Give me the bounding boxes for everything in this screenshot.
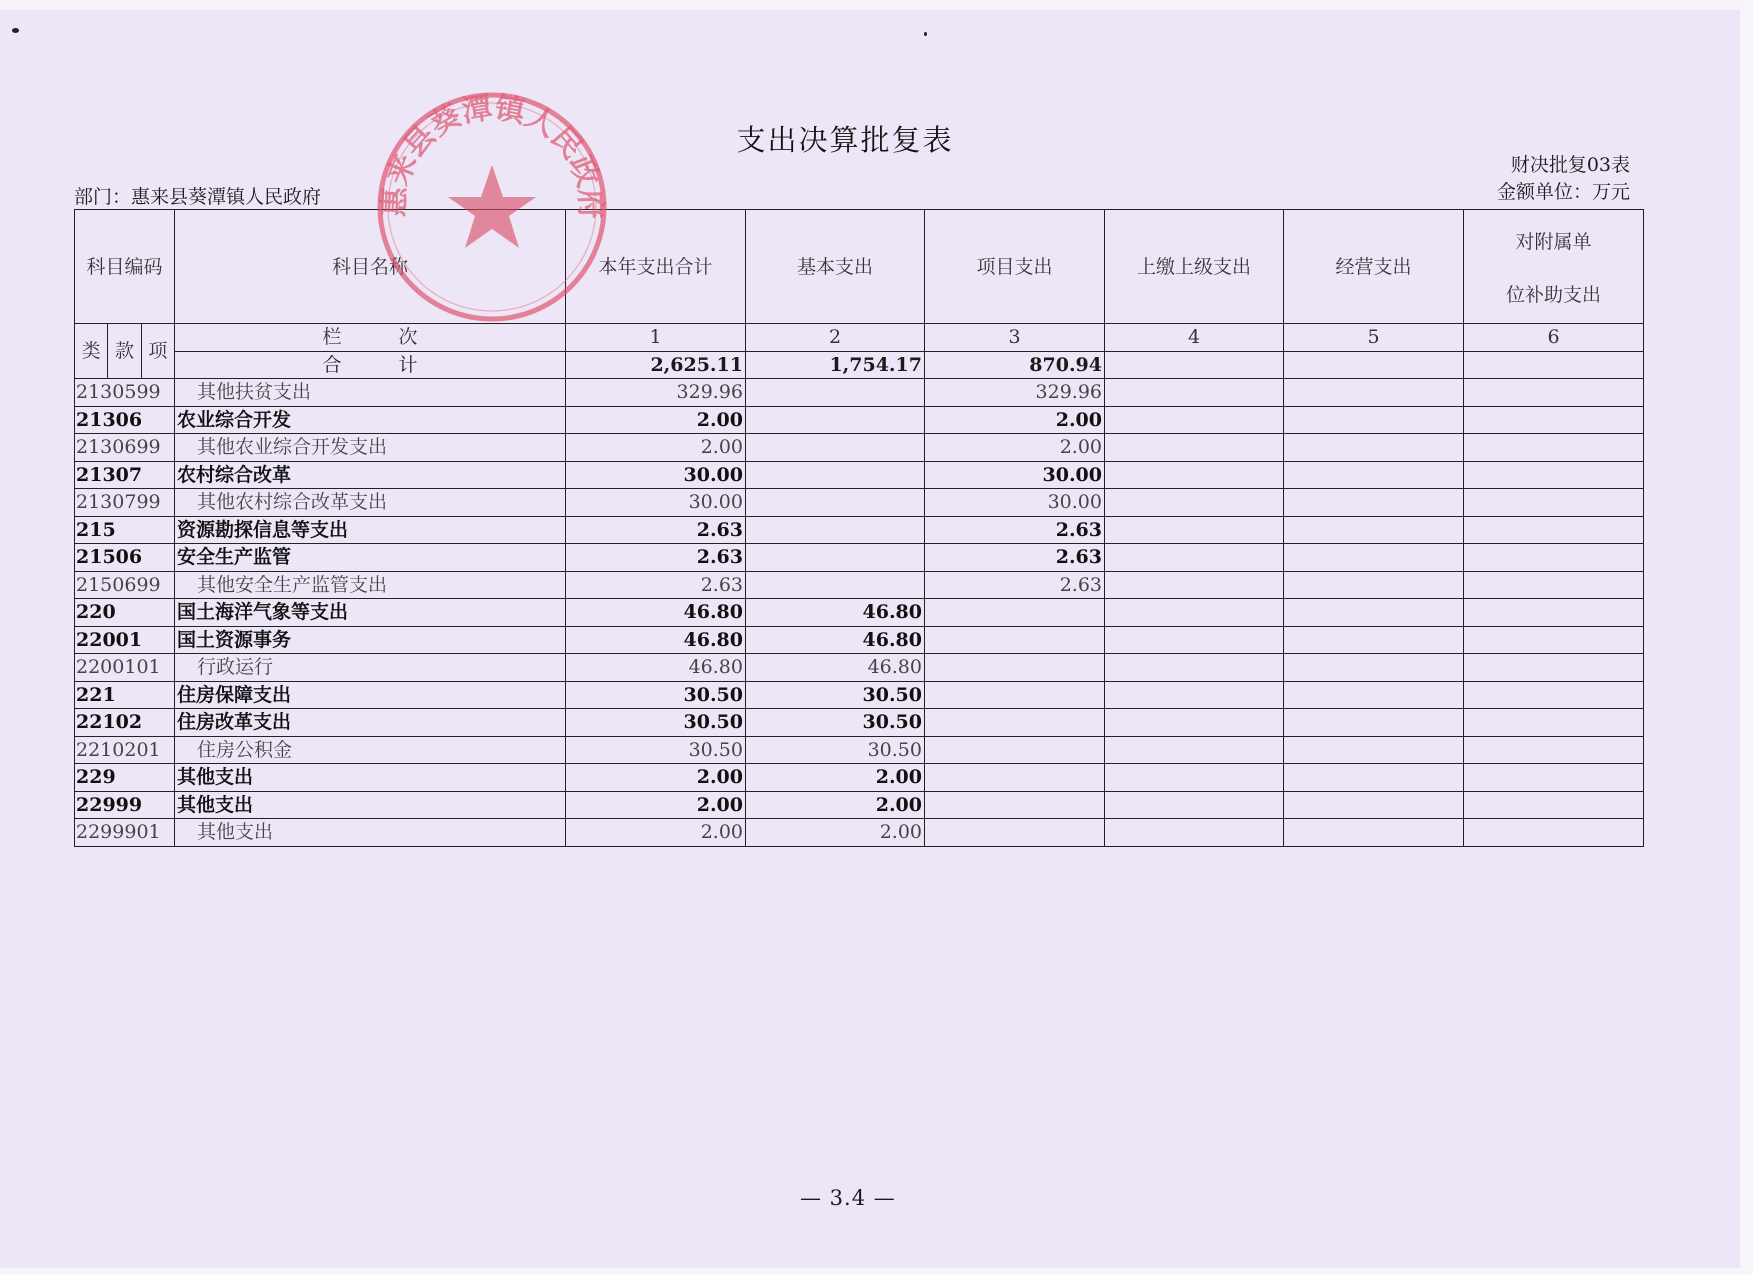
col6-cell [1464,379,1644,407]
col1-cell: 30.50 [566,709,746,737]
total-col2: 1,754.17 [746,351,925,379]
col5-cell [1284,764,1464,792]
table-row [75,516,1644,544]
header-col3: 项目支出 [925,210,1105,324]
table-row [75,626,1644,654]
col5-cell [1284,434,1464,462]
table-row [75,461,1644,489]
col6-cell [1464,461,1644,489]
col4-cell [1105,599,1284,627]
seal-text: 惠来县葵潭镇人民政府 [376,90,608,220]
col4-cell [1105,654,1284,682]
col5-cell [1284,489,1464,517]
col6-cell [1464,819,1644,847]
amount-unit: 金额单位：万元 [1496,181,1630,203]
header-col6 [1464,210,1644,324]
col4-cell [1105,434,1284,462]
col1-cell: 2.00 [566,406,746,434]
colnum-2: 2 [746,324,925,352]
col6-cell [1464,709,1644,737]
total-label: 合 计 [175,351,566,379]
col2-cell [746,461,925,489]
code-cell: 2210201 [75,736,175,764]
table-row [75,791,1644,819]
col6-cell [1464,626,1644,654]
code-cell: 2299901 [75,819,175,847]
name-cell: 其他农业综合开发支出 [175,434,566,462]
col3-cell [925,681,1105,709]
col3-cell: 30.00 [925,489,1105,517]
header-col4: 上缴上级支出 [1105,210,1284,324]
name-cell: 住房公积金 [175,736,566,764]
col2-cell: 30.50 [746,736,925,764]
table-row [75,489,1644,517]
col2-cell [746,544,925,572]
col2-cell: 46.80 [746,626,925,654]
col5-cell [1284,681,1464,709]
col1-cell: 2.63 [566,516,746,544]
level-kuan: 款 [108,324,141,378]
col1-cell: 2.00 [566,434,746,462]
col2-cell: 46.80 [746,654,925,682]
name-cell: 农村综合改革 [175,461,566,489]
col2-cell: 30.50 [746,709,925,737]
col4-cell [1105,379,1284,407]
name-cell: 其他支出 [175,764,566,792]
name-cell: 行政运行 [175,654,566,682]
form-code: 财决批复03表 [1510,154,1630,176]
col1-cell: 46.80 [566,626,746,654]
col5-cell [1284,819,1464,847]
header-row [75,210,1644,324]
col6-cell [1464,516,1644,544]
scan-bottom-margin [0,1268,1753,1275]
col3-cell: 2.63 [925,516,1105,544]
col4-cell [1105,626,1284,654]
col4-cell [1105,461,1284,489]
total-col4 [1105,351,1284,379]
col6-cell [1464,489,1644,517]
table-row [75,764,1644,792]
col4-cell [1105,736,1284,764]
col5-cell [1284,516,1464,544]
name-cell: 住房保障支出 [175,681,566,709]
header-code: 科目编码 [75,210,175,324]
col2-cell [746,406,925,434]
code-cell: 2200101 [75,654,175,682]
col1-cell: 2.00 [566,791,746,819]
header-col2: 基本支出 [746,210,925,324]
name-cell: 其他农村综合改革支出 [175,489,566,517]
name-cell: 国土资源事务 [175,626,566,654]
scan-right-margin [1740,0,1753,1275]
col6-cell [1464,681,1644,709]
col5-cell [1284,626,1464,654]
col6-cell [1464,571,1644,599]
col4-cell [1105,406,1284,434]
name-cell: 其他扶贫支出 [175,379,566,407]
col5-cell [1284,736,1464,764]
col6-cell [1464,654,1644,682]
code-cell: 21307 [75,461,175,489]
col4-cell [1105,571,1284,599]
col6-cell [1464,434,1644,462]
expenditure-table [74,209,1644,847]
col1-cell: 30.50 [566,681,746,709]
col2-cell: 2.00 [746,764,925,792]
code-cell: 2130799 [75,489,175,517]
total-col3: 870.94 [925,351,1105,379]
col5-cell [1284,709,1464,737]
level-xiang: 项 [148,340,168,362]
col3-cell: 30.00 [925,461,1105,489]
table-row [75,434,1644,462]
name-cell: 其他支出 [175,819,566,847]
table-row [75,819,1644,847]
code-cell: 21306 [75,406,175,434]
code-cell: 229 [75,764,175,792]
col4-cell [1105,681,1284,709]
col6-cell [1464,736,1644,764]
total-col1: 2,625.11 [566,351,746,379]
col1-cell: 2.00 [566,819,746,847]
header-name: 科目名称 [175,210,566,324]
col2-cell [746,434,925,462]
code-level-cell [75,324,175,379]
col4-cell [1105,764,1284,792]
table-row [75,571,1644,599]
colnum-6: 6 [1464,324,1644,352]
col2-cell [746,571,925,599]
header-col5: 经营支出 [1284,210,1464,324]
col1-cell: 30.00 [566,461,746,489]
table-row [75,544,1644,572]
col5-cell [1284,544,1464,572]
scan-speck [924,32,927,36]
col3-cell [925,654,1105,682]
col3-cell [925,819,1105,847]
col5-cell [1284,379,1464,407]
col5-cell [1284,599,1464,627]
col6-cell [1464,599,1644,627]
col3-cell: 2.00 [925,406,1105,434]
col6-cell [1464,406,1644,434]
code-cell: 221 [75,681,175,709]
col3-cell: 2.63 [925,571,1105,599]
page-number: — 3.4 — [800,1186,896,1210]
table-row [75,709,1644,737]
col5-cell [1284,571,1464,599]
level-lei: 类 [75,324,108,378]
total-col6 [1464,351,1644,379]
code-cell: 22999 [75,791,175,819]
col3-cell: 2.00 [925,434,1105,462]
col4-cell [1105,544,1284,572]
name-cell: 国土海洋气象等支出 [175,599,566,627]
col5-cell [1284,461,1464,489]
col1-cell: 2.63 [566,544,746,572]
col3-cell [925,709,1105,737]
code-cell: 22102 [75,709,175,737]
code-cell: 22001 [75,626,175,654]
col2-cell: 30.50 [746,681,925,709]
header-col1: 本年支出合计 [566,210,746,324]
scan-top-margin [0,0,1753,10]
code-cell: 21506 [75,544,175,572]
col1-cell: 2.00 [566,764,746,792]
code-level-split [75,324,174,378]
col2-cell [746,516,925,544]
col6-cell [1464,764,1644,792]
col2-cell: 2.00 [746,791,925,819]
code-cell: 2150699 [75,571,175,599]
code-cell: 2130699 [75,434,175,462]
col6-cell [1464,791,1644,819]
col3-cell [925,791,1105,819]
col3-cell [925,626,1105,654]
name-cell: 农业综合开发 [175,406,566,434]
name-cell: 其他支出 [175,791,566,819]
table-row [75,681,1644,709]
col5-cell [1284,406,1464,434]
col4-cell [1105,489,1284,517]
column-number-row [75,324,1644,352]
col2-cell: 2.00 [746,819,925,847]
code-cell: 2130599 [75,379,175,407]
colnum-5: 5 [1284,324,1464,352]
expenditure-table-wrapper [74,209,1644,847]
col4-cell [1105,709,1284,737]
col1-cell: 329.96 [566,379,746,407]
col5-cell [1284,791,1464,819]
col3-cell: 329.96 [925,379,1105,407]
col4-cell [1105,819,1284,847]
table-row [75,406,1644,434]
table-row [75,736,1644,764]
name-cell: 其他安全生产监管支出 [175,571,566,599]
scan-speck [12,28,19,33]
col4-cell [1105,516,1284,544]
col2-cell [746,489,925,517]
header-col6-line2: 位补助支出 [1505,283,1601,306]
name-cell: 资源勘探信息等支出 [175,516,566,544]
col1-cell: 46.80 [566,599,746,627]
col4-cell [1105,791,1284,819]
document-title: 支出决算批复表 [736,123,954,157]
col3-cell: 2.63 [925,544,1105,572]
lanci-label: 栏 次 [175,324,566,352]
name-cell: 住房改革支出 [175,709,566,737]
colnum-1: 1 [566,324,746,352]
table-row [75,379,1644,407]
col1-cell: 30.50 [566,736,746,764]
col2-cell [746,379,925,407]
code-cell: 215 [75,516,175,544]
total-col5 [1284,351,1464,379]
col3-cell [925,736,1105,764]
col3-cell [925,764,1105,792]
name-cell: 安全生产监管 [175,544,566,572]
department-label: 部门：惠来县葵潭镇人民政府 [74,186,322,208]
code-cell: 220 [75,599,175,627]
col1-cell: 30.00 [566,489,746,517]
col1-cell: 46.80 [566,654,746,682]
col1-cell: 2.63 [566,571,746,599]
col2-cell: 46.80 [746,599,925,627]
col5-cell [1284,654,1464,682]
table-row [75,599,1644,627]
table-row [75,654,1644,682]
total-row [75,351,1644,379]
col6-cell [1464,544,1644,572]
header-col6-line1: 对附属单 [1515,230,1592,253]
colnum-3: 3 [925,324,1105,352]
col3-cell [925,599,1105,627]
colnum-4: 4 [1105,324,1284,352]
